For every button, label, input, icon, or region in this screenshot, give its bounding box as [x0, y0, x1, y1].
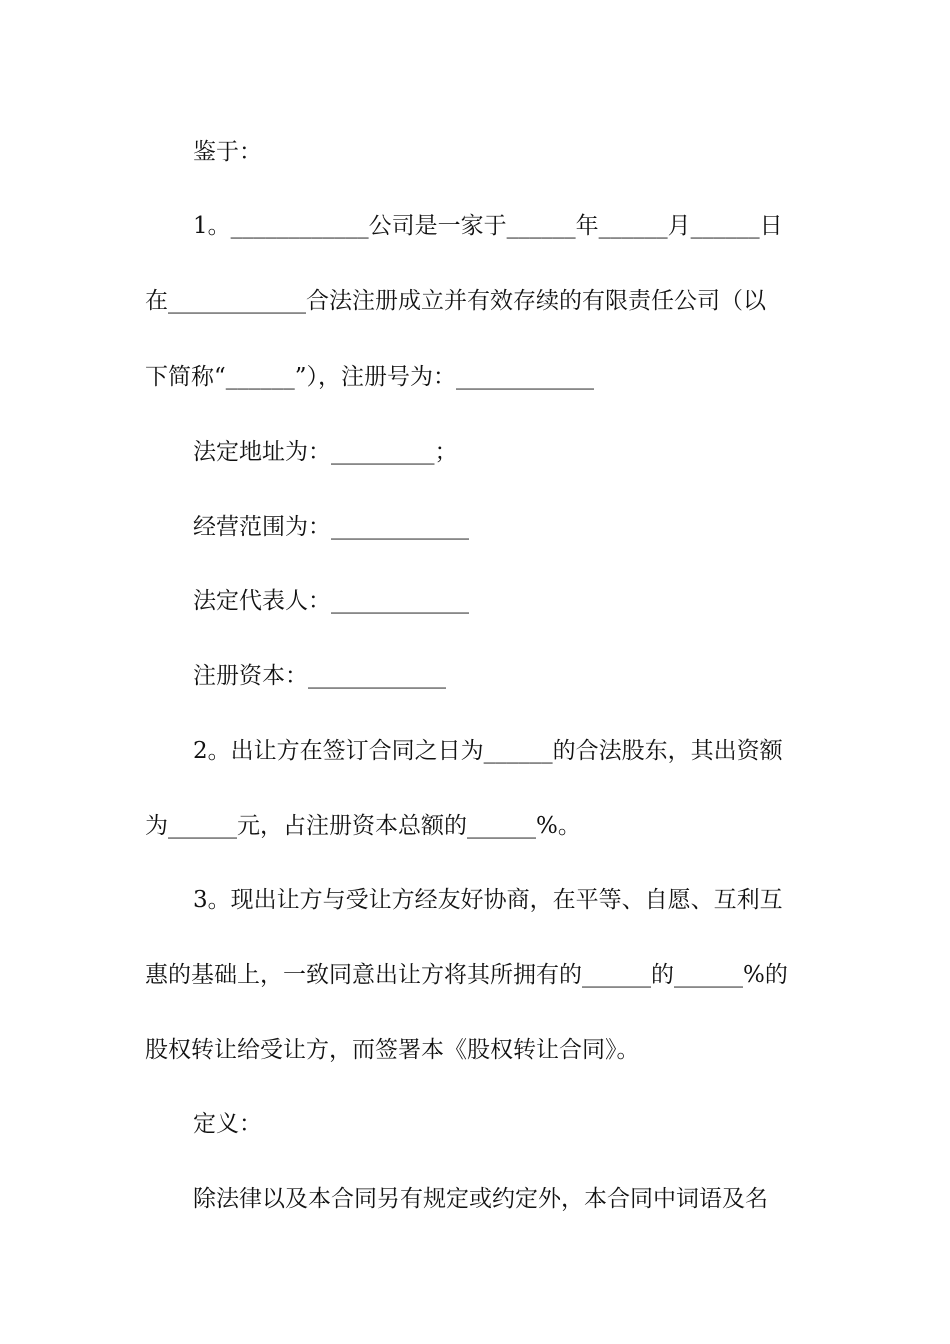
clause-1-line-2: 在____________合法注册成立并有效存续的有限责任公司（以 — [145, 288, 766, 314]
business-scope-line: 经营范围为：____________ — [193, 514, 469, 540]
clause-2-line-1: 2。出让方在签订合同之日为______的合法股东，其出资额 — [193, 738, 783, 764]
clause-1-line-3: 下简称“______”），注册号为：____________ — [145, 364, 595, 390]
registered-capital-line: 注册资本：____________ — [193, 663, 446, 689]
legal-representative-line: 法定代表人：____________ — [193, 588, 469, 614]
clause-3-line-1: 3。现出让方与受让方经友好协商，在平等、自愿、互利互 — [193, 887, 783, 913]
section-heading-whereas: 鉴于： — [193, 139, 262, 165]
section-heading-definitions: 定义： — [193, 1111, 262, 1137]
clause-1-line-1: 1。____________公司是一家于______年______月______日 — [193, 213, 783, 239]
clause-2-line-2: 为______元，占注册资本总额的______%。 — [145, 813, 581, 839]
clause-3-line-2: 惠的基础上，一致同意出让方将其所拥有的______的______%的 — [145, 962, 788, 988]
legal-address-line: 法定地址为：_________； — [193, 439, 458, 465]
definitions-line-1: 除法律以及本合同另有规定或约定外，本合同中词语及名 — [193, 1186, 768, 1212]
clause-3-line-3: 股权转让给受让方，而签署本《股权转让合同》。 — [145, 1037, 640, 1063]
